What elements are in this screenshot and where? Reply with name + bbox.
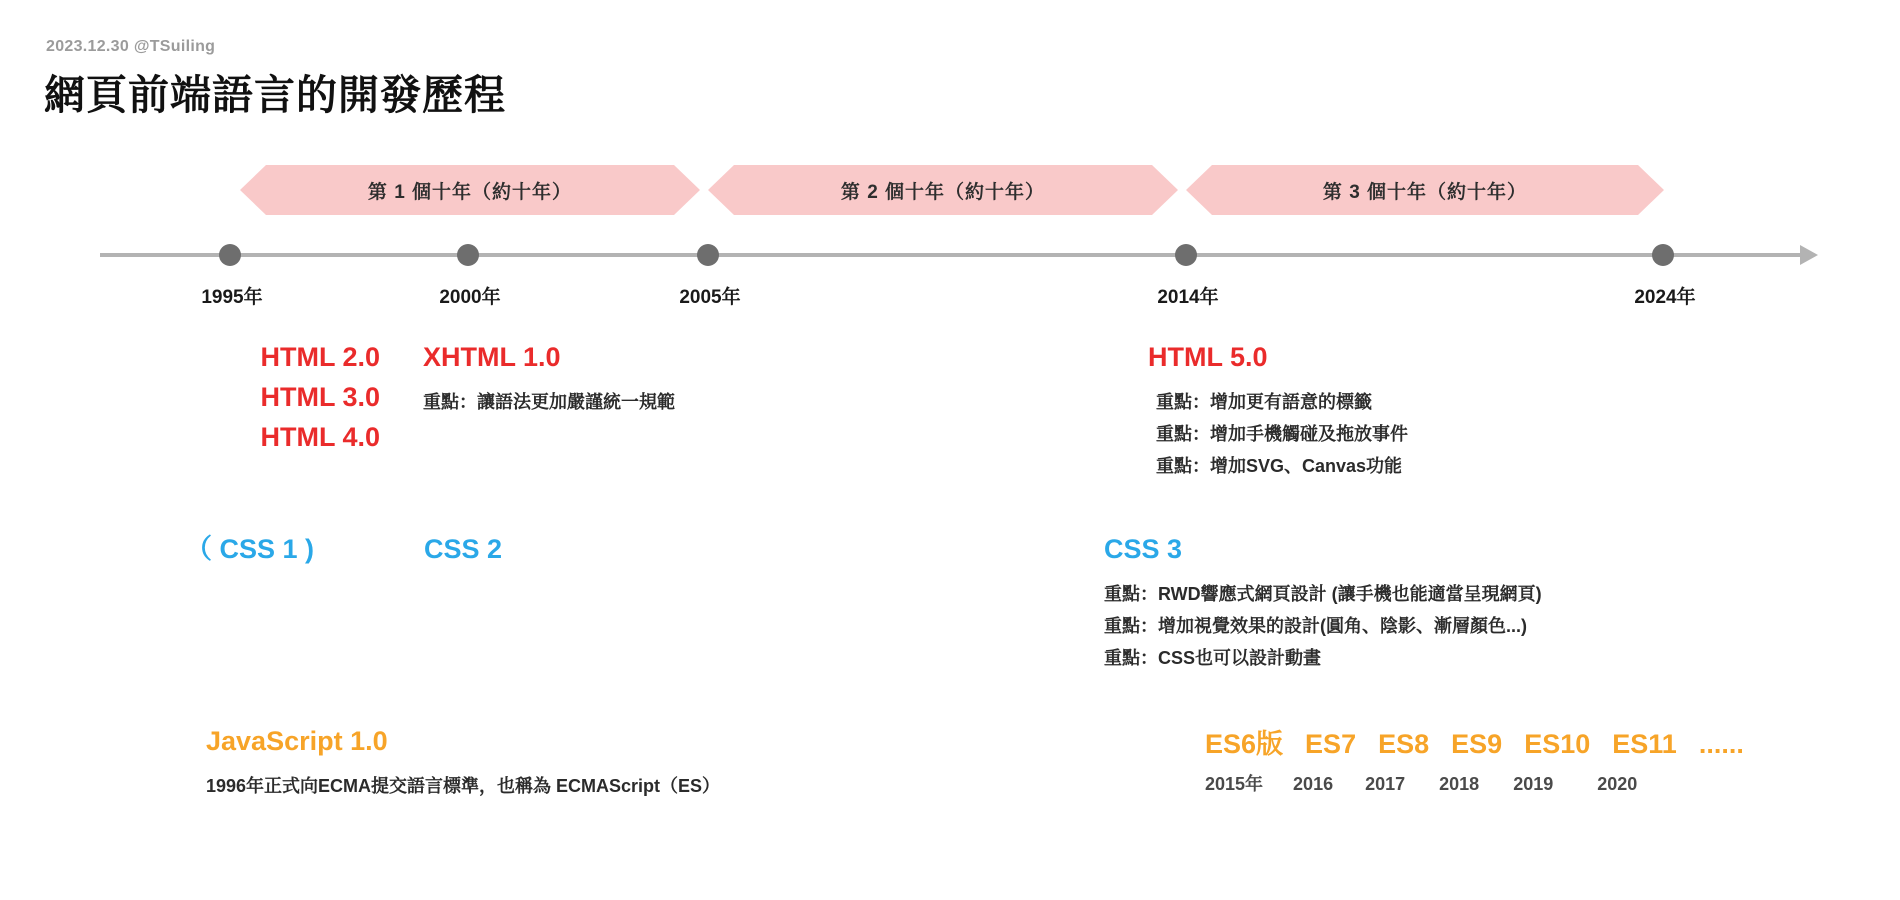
html-early-versions (0, 338, 380, 458)
year-label-2000: 2000年 (439, 287, 501, 308)
html5-group (1148, 338, 1408, 482)
decade-label-3: 第 3 個十年（約十年） (1322, 181, 1528, 203)
es-version-more: ...... (1698, 729, 1744, 759)
es-version-1: ES7 (1305, 729, 1357, 759)
css2-label: CSS 2 (424, 534, 503, 564)
timeline-node-2014 (1175, 244, 1197, 266)
css3-note-2: 重點：增加視覺效果的設計(圓角、陰影、漸層顏色...) (1104, 615, 1527, 636)
es-version-row (1205, 722, 1744, 761)
es-year-5: 2020 (1597, 774, 1638, 794)
html5-note-3: 重點：增加SVG、Canvas功能 (1156, 456, 1403, 477)
timeline-axis (100, 253, 1806, 257)
es-year-3: 2018 (1439, 774, 1480, 794)
timeline-node-2000 (457, 244, 479, 266)
css3-note-1: 重點：RWD響應式網頁設計 (讓手機也能適當呈現網頁) (1104, 583, 1542, 604)
es-year-1: 2016 (1293, 774, 1334, 794)
html5-note-2: 重點：增加手機觸碰及拖放事件 (1156, 423, 1408, 444)
meta-handle: @TSuiling (133, 38, 216, 55)
javascript-note: 1996年正式向ECMA提交語言標準，也稱為 ECMAScript（ES） (206, 775, 721, 796)
css1-label: （ CSS 1 ) (185, 534, 315, 564)
es-year-4: 2019 (1513, 774, 1554, 794)
es-year-2: 2017 (1365, 774, 1406, 794)
timeline-node-1995 (219, 244, 241, 266)
timeline-node-2024 (1652, 244, 1674, 266)
javascript-title: JavaScript 1.0 (206, 726, 388, 756)
es-version-2: ES8 (1378, 729, 1430, 759)
css3-group (1104, 530, 1542, 674)
decade-band-3 (1186, 165, 1664, 215)
es-version-4: ES10 (1524, 729, 1591, 759)
html-3-label: HTML 3.0 (260, 381, 380, 412)
es-year-0: 2015年 (1205, 774, 1264, 794)
timeline-arrow-head-icon (1800, 245, 1818, 265)
meta-date: 2023.12.30 (46, 38, 130, 55)
css3-note-3: 重點：CSS也可以設計動畫 (1104, 648, 1322, 669)
decade-band-2 (708, 165, 1178, 215)
year-label-2005: 2005年 (679, 287, 741, 308)
year-label-2024: 2024年 (1634, 287, 1696, 308)
css1-label-wrap (185, 530, 314, 570)
html-2-label: HTML 2.0 (260, 342, 380, 372)
es-version-0: ES6版 (1205, 729, 1284, 759)
decade-label-2: 第 2 個十年（約十年） (840, 181, 1046, 203)
meta-line (46, 38, 215, 56)
decade-label-1: 第 1 個十年（約十年） (367, 181, 573, 203)
html5-note-1: 重點：增加更有語意的標籤 (1156, 391, 1372, 412)
xhtml-note: 重點：讓語法更加嚴謹統一規範 (423, 391, 675, 412)
timeline-node-2005 (697, 244, 719, 266)
javascript-group (206, 722, 720, 802)
html-4-label: HTML 4.0 (260, 421, 380, 452)
page-title: 網頁前端語言的開發歷程 (44, 72, 506, 118)
xhtml-group (423, 338, 675, 418)
es-version-5: ES11 (1612, 729, 1677, 759)
es-version-3: ES9 (1451, 729, 1503, 759)
css3-title: CSS 3 (1104, 534, 1183, 564)
html5-title: HTML 5.0 (1148, 342, 1268, 372)
year-label-2014: 2014年 (1157, 287, 1219, 308)
year-label-1995: 1995年 (201, 287, 263, 308)
css2-label-wrap (424, 530, 502, 570)
xhtml-title: XHTML 1.0 (423, 342, 561, 372)
es-year-row (1205, 770, 1637, 796)
decade-band-1 (240, 165, 700, 215)
